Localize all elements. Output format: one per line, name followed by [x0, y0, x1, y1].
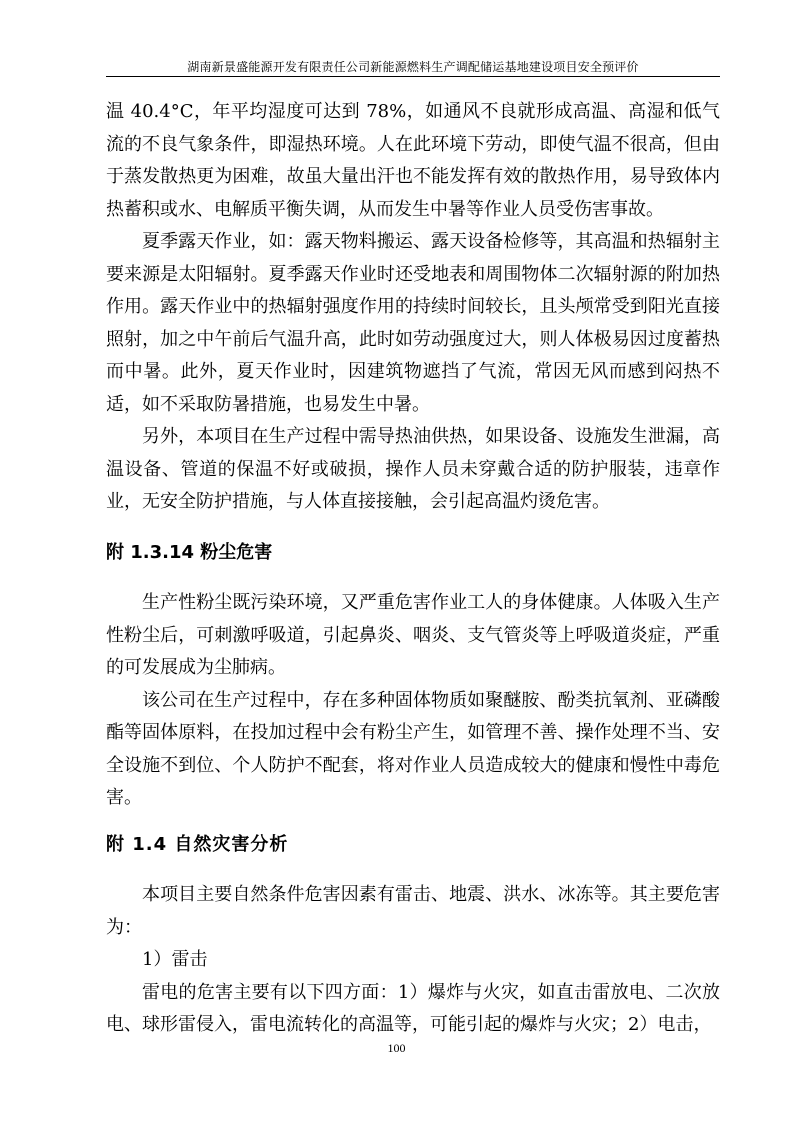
paragraph-lightning-hazards: 雷电的危害主要有以下四方面：1）爆炸与火灾，如直击雷放电、二次放电、球形雷侵入，雷电流转化的高温等，可能引起的爆炸与火灾；2）电击，: [106, 981, 720, 1035]
paragraph-thermal-oil: 另外，本项目在生产过程中需导热油供热，如果设备、设施发生泄漏，高温设备、管道的保温不好或破损，操作人员未穿戴合适的防护服装，违章作业，无安全防护措施，与人体直接接触，会引起高温灼烫危害。: [106, 426, 720, 512]
paragraph-dust-company: 该公司在生产过程中，存在多种固体物质如聚醚胺、酚类抗氧剂、亚磷酸酯等固体原料，在投加过程中会有粉尘产生，如管理不善、操作处理不当、安全设施不到位、个人防护不配套，将对作业人员造成较大的健康和慢性中毒危害。: [106, 689, 720, 808]
list-item-lightning: 1）雷击: [142, 949, 208, 970]
page-body: [106, 96, 720, 1042]
paragraph-heat-continued: 温 40.4°C，年平均湿度可达到 78%，如通风不良就形成高温、高湿和低气流的不良气象条件，即湿热环境。人在此环境下劳动，即使气温不很高，但由于蒸发散热更为困难，故虽大量出汗也不能发挥有效的散热作用，易导致体内热蓄积或水、电解质平衡失调，从而发生中暑等作业人员受伤害事故。: [106, 101, 720, 220]
section-heading-natural-disaster: 附 1.4 自然灾害分析: [106, 833, 289, 855]
page-number: 100: [387, 1041, 406, 1055]
paragraph-summer-outdoor: 夏季露天作业，如：露天物料搬运、露天设备检修等，其高温和热辐射主要来源是太阳辐射。夏季露天作业时还受地表和周围物体二次辐射源的附加热作用。露天作业中的热辐射强度作用的持续时间较长，且头颅常受到阳光直接照射，加之中午前后气温升高，此时如劳动强度过大，则人体极易因过度蓄热而中暑。此外，夏天作业时，因建筑物遮挡了气流，常因无风而感到闷热不适，如不采取防暑措施，也易发生中暑。: [106, 231, 720, 415]
running-header: 湖南新景盛能源开发有限责任公司新能源燃料生产调配储运基地建设项目安全预评价: [187, 60, 639, 74]
header-rule: [106, 76, 720, 77]
section-heading-dust: 附 1.3.14 粉尘危害: [106, 541, 273, 563]
paragraph-dust-health: 生产性粉尘既污染环境，又严重危害作业工人的身体健康。人体吸入生产性粉尘后，可刺激呼吸道，引起鼻炎、咽炎、支气管炎等上呼吸道炎症，严重的可发展成为尘肺病。: [106, 592, 720, 678]
paragraph-natural-factors: 本项目主要自然条件危害因素有雷击、地震、洪水、冰冻等。其主要危害为：: [106, 884, 720, 938]
